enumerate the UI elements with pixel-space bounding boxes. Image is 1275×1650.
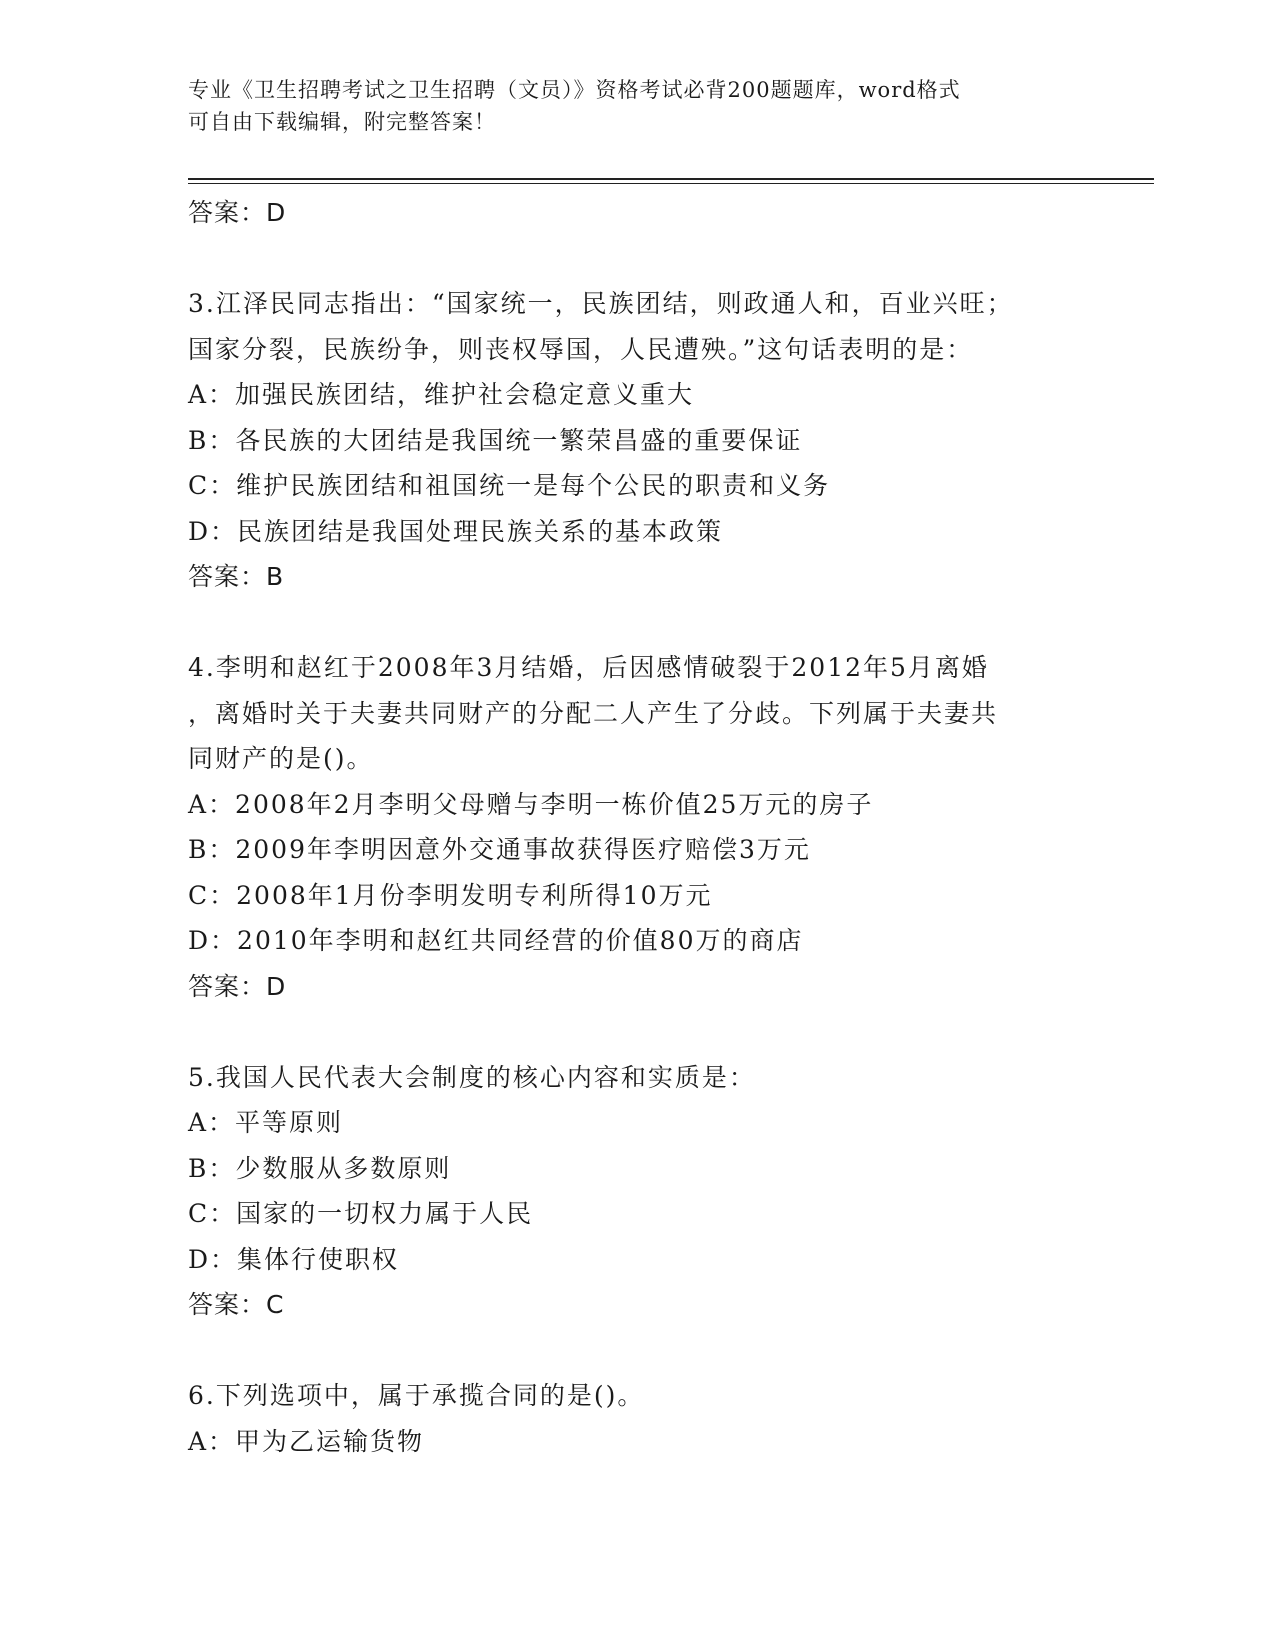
- question-stem: 6.下列选项中，属于承揽合同的是()。: [188, 1381, 645, 1410]
- document-header: [188, 74, 1088, 138]
- question-list: [188, 190, 1088, 1464]
- question-stem: 3.江泽民同志指出：“国家统一，民族团结，则政通人和，百业兴旺；: [188, 289, 1014, 318]
- option-c: C：维护民族团结和祖国统一是每个公民的职责和义务: [188, 471, 831, 500]
- option-b: B：各民族的大团结是我国统一繁荣昌盛的重要保证: [188, 425, 803, 455]
- option-a: A：平等原则: [188, 1108, 344, 1137]
- spacer: [188, 1328, 1088, 1374]
- option-d: D：集体行使职权: [188, 1244, 400, 1274]
- option-b: B：2009年李明因意外交通事故获得医疗赔偿3万元: [188, 835, 811, 864]
- option-a: A：甲为乙运输货物: [188, 1426, 425, 1456]
- option-d: D：民族团结是我国处理民族关系的基本政策: [188, 516, 724, 546]
- spacer: [188, 600, 1088, 646]
- header-line-1: 专业《卫生招聘考试之卫生招聘（文员）》资格考试必背200题题库，word格式: [188, 78, 961, 102]
- option-d: D：2010年李明和赵红共同经营的价值80万的商店: [188, 926, 804, 955]
- header-rule-thin: [188, 183, 1154, 184]
- header-rule-thick: [188, 178, 1154, 180]
- answer-line: 答案：D: [188, 198, 287, 227]
- answer-line: 答案：B: [188, 562, 285, 591]
- answer-line: 答案：C: [188, 1290, 285, 1319]
- option-a: A：2008年2月李明父母赠与李明一栋价值25万元的房子: [188, 789, 874, 819]
- question-stem: 国家分裂，民族纷争，则丧权辱国，人民遭殃。”这句话表明的是：: [188, 334, 974, 364]
- question-stem: 同财产的是()。: [188, 744, 374, 773]
- question-stem: 5.我国人民代表大会制度的核心内容和实质是：: [188, 1062, 756, 1092]
- option-a: A：加强民族团结，维护社会稳定意义重大: [188, 380, 695, 409]
- option-b: B：少数服从多数原则: [188, 1153, 452, 1183]
- option-c: C：国家的一切权力属于人民: [188, 1199, 534, 1228]
- question-stem: ，离婚时关于夫妻共同财产的分配二人产生了分歧。下列属于夫妻共: [188, 698, 999, 728]
- question-3: [188, 281, 1088, 600]
- question-stem: 4.李明和赵红于2008年3月结婚，后因感情破裂于2012年5月离婚: [188, 653, 989, 682]
- header-line-2: 可自由下载编辑，附完整答案！: [188, 110, 496, 134]
- question-4: [188, 645, 1088, 1009]
- question-6: [188, 1373, 1088, 1464]
- spacer: [188, 1009, 1088, 1055]
- question-5: [188, 1055, 1088, 1328]
- answer-line: 答案：D: [188, 971, 287, 1001]
- option-c: C：2008年1月份李明发明专利所得10万元: [188, 880, 713, 910]
- spacer: [188, 236, 1088, 282]
